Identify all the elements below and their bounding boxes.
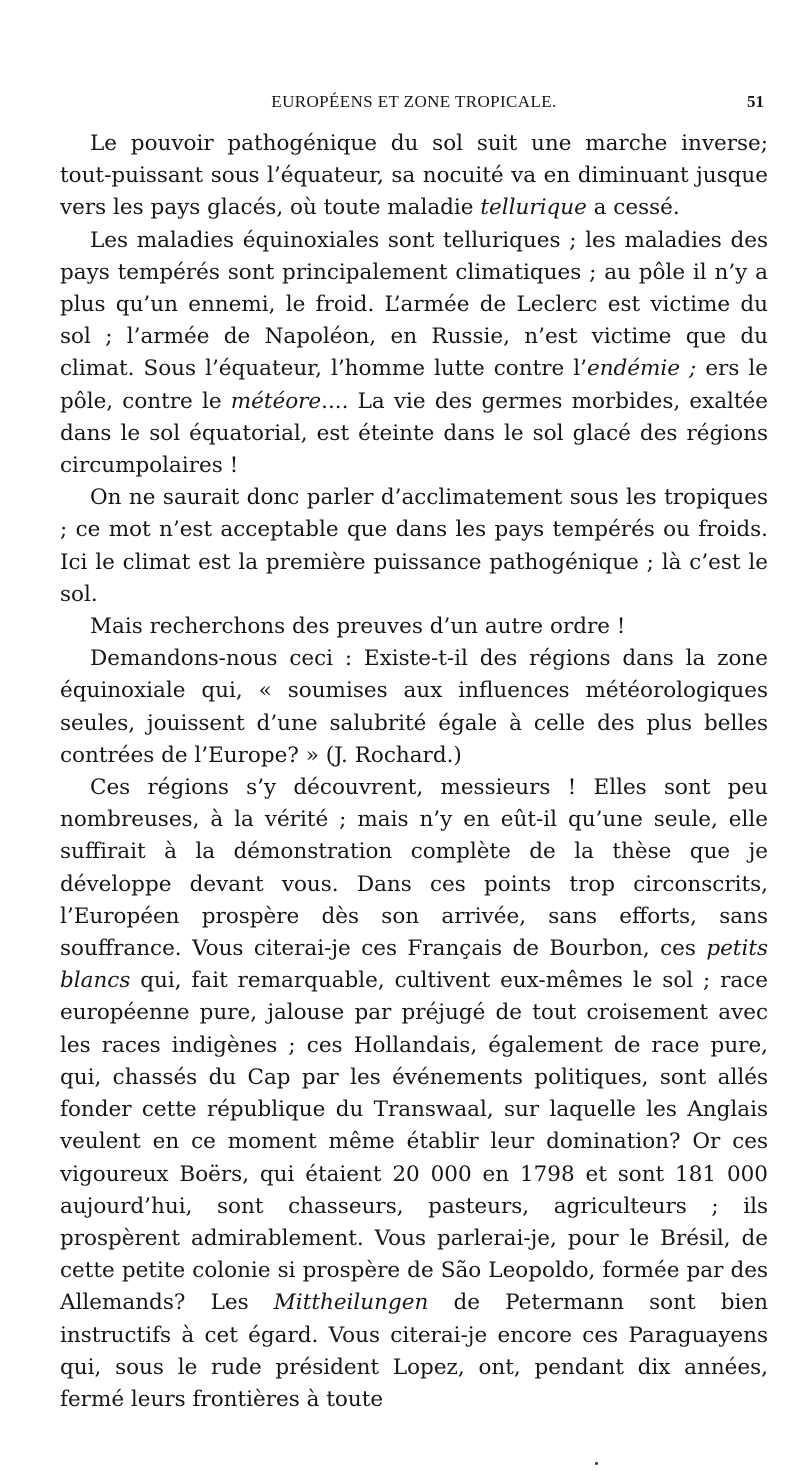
text-run: Les maladies équinoxiales sont telluriques ; les maladies des pays tempérés sont principalement climatiques ; au pôle il n’y a plus qu’un ennemi, le froid. L’armée de Leclerc est victime du sol ; l’armée de Napoléon, en Russie, n’est victime que du climat. Sous l’équateur, l’homme lutte contre l’ [60,227,768,382]
paragraph [60,225,768,483]
page-number: 51 [747,92,764,111]
text-run: Demandons-nous ceci : Existe-t-il des régions dans la zone équinoxiale qui, « soumises aux influences météorologiques seules, jouissent d’une salubrité égale à celle des plus belles contrées de l’Europe? » (J. Rochard.) [60,646,768,768]
paragraph [60,611,768,643]
text-run: a cessé. [586,195,680,221]
italic-text: météore [230,388,322,414]
text-run: de Petermann sont bien instructifs à cet égard. Vous citerai-je encore ces Paraguayens qui, sous le rude président Lopez, ont, pendant dix années, fermé leurs frontières à toute [60,1290,768,1412]
paragraph [60,482,768,611]
paragraph [60,643,768,772]
running-head [60,90,768,128]
text-run: Ces régions s’y découvrent, messieurs ! Elles sont peu nombreuses, à la vérité ; mais n’y en eût-il qu’une seule, elle suffirait à la démonstration complète de la thèse que je développe devant vous. Dans ces points trop circonscrits, l’Européen prospère dès son arrivée, sans efforts, sans souffrance. Vous citerai-je ces Français de Bourbon, ces [60,775,768,962]
paragraph [60,772,768,1416]
text-run: qui, fait remarquable, cultivent eux-mêmes le sol ; race européenne pure, jalouse par préjugé de tout croisement avec les races indigènes ; ces Hollandais, également de race pure, qui, chassés du Cap par les événements politiques, sont allés fonder cette république du Transwaal, sur laquelle les Anglais veulent en ce moment même établir leur domination? Or ces vigoureux Boërs, qui étaient 20 000 en 1798 et sont 181 000 aujourd’hui, sont chasseurs, pasteurs, agriculteurs ; ils prospèrent admirablement. Vous parlerai-je, pour le Brésil, de cette petite colonie si prospère de São Leopoldo, formée par des Allemands? Les [60,968,768,1316]
italic-text: tellurique [480,195,587,221]
text-run: ers le pôle, contre le [60,356,768,414]
book-page [60,90,768,1416]
italic-text: petits blancs [60,936,768,994]
text-run: Mais recherchons des preuves d’un autre ordre ! [90,614,626,640]
italic-text: endémie ; [586,356,697,382]
italic-text: Mittheilungen [273,1290,429,1316]
running-title: EUROPÉENS ET ZONE TROPICALE. [271,92,557,111]
paragraph [60,128,768,225]
text-run: Le pouvoir pathogénique du sol suit une marche inverse; tout-puissant sous l’équateur, sa nocuité va en diminuant jusque vers les pays glacés, où toute maladie [60,131,768,221]
text-run: On ne saurait donc parler d’acclimatement sous les tropiques ; ce mot n’est acceptable que dans les pays tempérés ou froids. Ici le climat est la première puissance pathogénique ; là c’est le sol. [60,485,768,607]
text-run: .... La vie des germes morbides, exaltée dans le sol équatorial, est éteinte dans le sol glacé des régions circumpolaires ! [60,388,768,479]
text-body [60,128,768,1416]
print-speck [595,1462,598,1465]
